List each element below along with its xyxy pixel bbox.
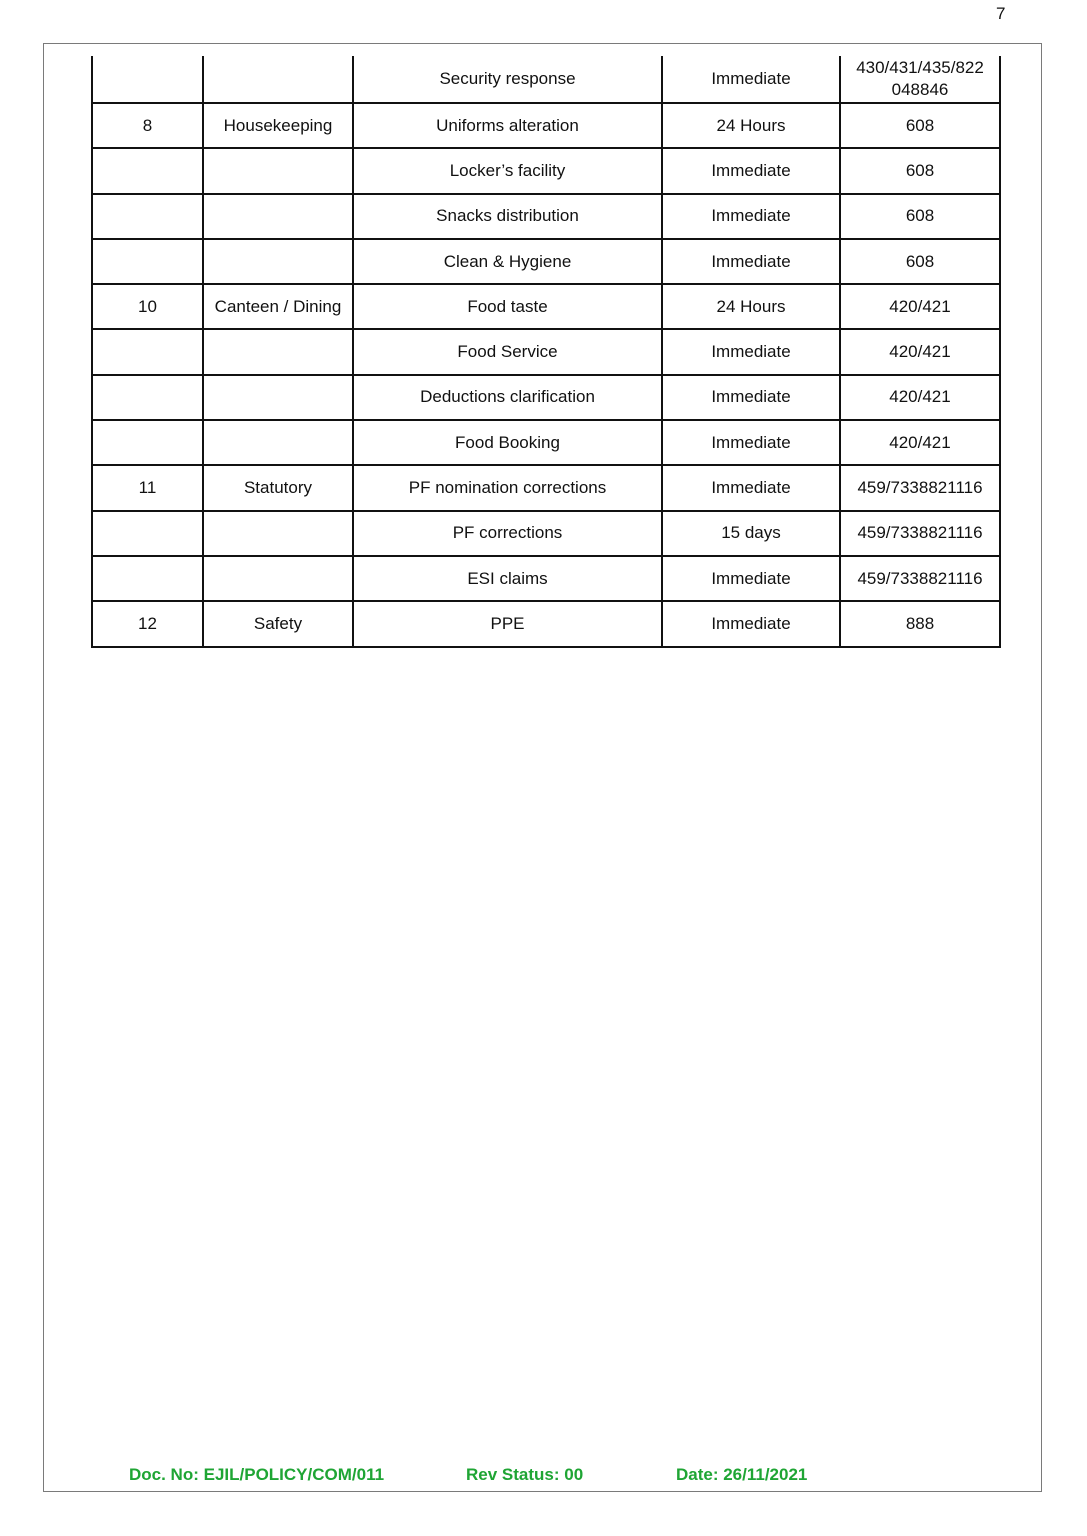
contact-line: 430/431/435/822: [856, 58, 984, 77]
cell-category: Canteen / Dining: [203, 284, 353, 329]
cell-serial-number: [92, 329, 203, 374]
cell-serial-number: [92, 556, 203, 601]
cell-contact: [840, 556, 1000, 601]
cell-category: [203, 556, 353, 601]
contact-line: 608: [905, 206, 935, 226]
cell-category: [203, 329, 353, 374]
cell-turnaround-time: Immediate: [662, 465, 840, 510]
cell-contact: [840, 375, 1000, 420]
footer-doc-number: Doc. No: EJIL/POLICY/COM/011: [129, 1465, 385, 1484]
cell-turnaround-time: Immediate: [662, 56, 840, 103]
cell-turnaround-time: Immediate: [662, 194, 840, 239]
cell-contact: [840, 284, 1000, 329]
table-row: [92, 103, 1000, 148]
footer-date: Date: 26/11/2021: [676, 1465, 808, 1484]
table-row: [92, 194, 1000, 239]
table-row: [92, 465, 1000, 510]
cell-contact: [840, 56, 1000, 103]
cell-serial-number: [92, 56, 203, 103]
cell-category: [203, 239, 353, 284]
cell-issue: PF nomination corrections: [353, 465, 662, 510]
cell-turnaround-time: Immediate: [662, 239, 840, 284]
table-row: [92, 375, 1000, 420]
cell-category: [203, 194, 353, 239]
contact-line: 420/421: [889, 342, 951, 362]
cell-serial-number: [92, 148, 203, 193]
cell-turnaround-time: Immediate: [662, 329, 840, 374]
contact-line: 608: [905, 160, 935, 180]
cell-serial-number: [92, 511, 203, 556]
cell-turnaround-time: 24 Hours: [662, 284, 840, 329]
cell-issue: Security response: [353, 56, 662, 103]
contact-line: 459/7338821116: [857, 568, 983, 588]
cell-issue: PF corrections: [353, 511, 662, 556]
cell-contact: [840, 148, 1000, 193]
cell-serial-number: 12: [92, 601, 203, 646]
cell-turnaround-time: 15 days: [662, 511, 840, 556]
cell-serial-number: 10: [92, 284, 203, 329]
page-number: 7: [996, 4, 1006, 23]
footer-rev-status: Rev Status: 00: [466, 1465, 584, 1484]
cell-issue: Deductions clarification: [353, 375, 662, 420]
cell-turnaround-time: Immediate: [662, 148, 840, 193]
cell-category: Safety: [203, 601, 353, 646]
cell-category: [203, 420, 353, 465]
cell-category: [203, 56, 353, 103]
table-row: [92, 148, 1000, 193]
cell-contact: [840, 465, 1000, 510]
cell-serial-number: 11: [92, 465, 203, 510]
table-row: [92, 601, 1000, 646]
cell-issue: Uniforms alteration: [353, 103, 662, 148]
cell-turnaround-time: 24 Hours: [662, 103, 840, 148]
contact-line: 420/421: [889, 387, 951, 407]
cell-contact: [840, 239, 1000, 284]
cell-turnaround-time: Immediate: [662, 556, 840, 601]
table-row: [92, 329, 1000, 374]
cell-turnaround-time: Immediate: [662, 375, 840, 420]
cell-issue: Locker’s facility: [353, 148, 662, 193]
cell-issue: Food Booking: [353, 420, 662, 465]
cell-turnaround-time: Immediate: [662, 601, 840, 646]
contact-line: 459/7338821116: [857, 478, 983, 498]
cell-category: [203, 375, 353, 420]
cell-contact: [840, 194, 1000, 239]
contact-line: 459/7338821116: [857, 523, 983, 543]
table-row: [92, 239, 1000, 284]
cell-contact: [840, 511, 1000, 556]
cell-serial-number: [92, 194, 203, 239]
cell-contact: [840, 103, 1000, 148]
cell-issue: Food Service: [353, 329, 662, 374]
table-row: [92, 556, 1000, 601]
cell-issue: Food taste: [353, 284, 662, 329]
cell-contact: [840, 601, 1000, 646]
cell-category: [203, 148, 353, 193]
table-row: [92, 56, 1000, 103]
cell-serial-number: 8: [92, 103, 203, 148]
cell-contact: [840, 420, 1000, 465]
cell-issue: ESI claims: [353, 556, 662, 601]
cell-category: Housekeeping: [203, 103, 353, 148]
contact-line: 888: [905, 613, 935, 633]
table-row: [92, 420, 1000, 465]
contact-line: 420/421: [889, 296, 951, 316]
contact-line: 420/421: [889, 432, 951, 452]
table-row: [92, 284, 1000, 329]
cell-category: Statutory: [203, 465, 353, 510]
table-row: [92, 511, 1000, 556]
table-body: [92, 56, 1000, 647]
cell-serial-number: [92, 420, 203, 465]
cell-issue: Snacks distribution: [353, 194, 662, 239]
contact-line: 608: [905, 115, 935, 135]
cell-turnaround-time: Immediate: [662, 420, 840, 465]
contact-line: 048846: [891, 80, 949, 99]
cell-serial-number: [92, 375, 203, 420]
contact-line: 608: [905, 251, 935, 271]
cell-serial-number: [92, 239, 203, 284]
cell-issue: Clean & Hygiene: [353, 239, 662, 284]
cell-contact: [840, 329, 1000, 374]
cell-category: [203, 511, 353, 556]
grievance-table: [91, 56, 1001, 648]
cell-issue: PPE: [353, 601, 662, 646]
